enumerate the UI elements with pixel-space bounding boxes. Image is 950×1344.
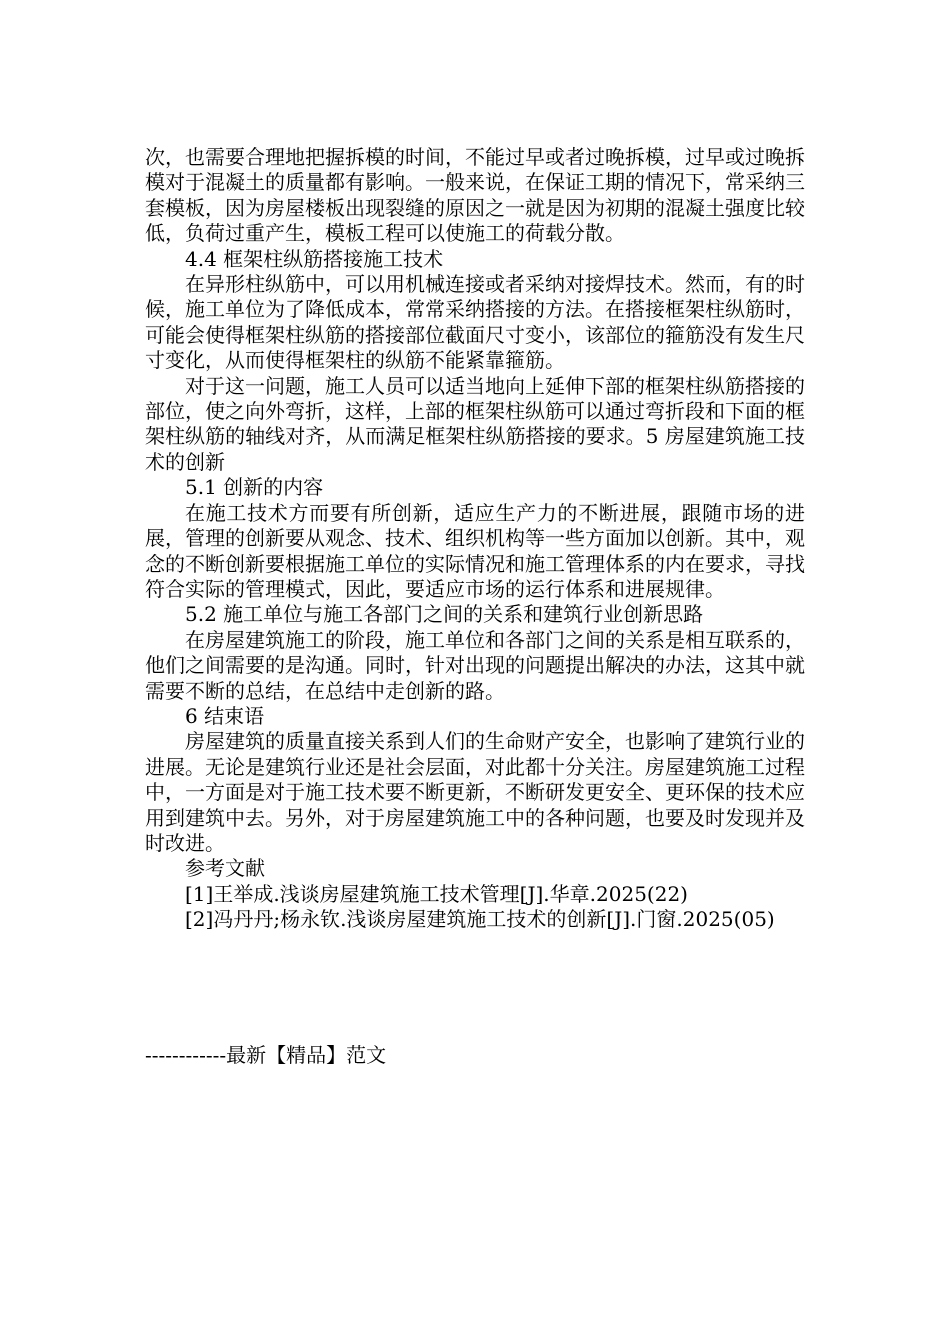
reference-item-2: [2]冯丹丹;杨永钦.浅谈房屋建筑施工技术的创新[J].门窗.2025(05) [185,907,775,932]
heading-6-conclusion: 6 结束语 [185,703,265,728]
paragraph-department-relations: 在房屋建筑施工的阶段，施工单位和各部门之间的关系是相互联系的，他们之间需要的是沟通。同时，针对出现的问题提出解决的办法，这其中就需要不断的总结，在总结中走创新的路。 [145,627,805,703]
paragraph-column-rebar-lap: 在异形柱纵筋中，可以用机械连接或者采纳对接焊技术。然而，有的时候，施工单位为了降低成本，常常采纳搭接的方法。在搭接框架柱纵筋时，可能会使得框架柱纵筋的搭接部位截面尺寸变小，该部位的箍筋没有发生尺寸变化，从而使得框架柱的纵筋不能紧靠箍筋。 [145,272,805,373]
heading-4-4: 4.4 框架柱纵筋搭接施工技术 [185,246,444,271]
paragraph-innovation-content: 在施工技术方而要有所创新，适应生产力的不断进展，跟随市场的进展，管理的创新要从观念、技术、组织机构等一些方面加以创新。其中，观念的不断创新要根据施工单位的实际情况和施工管理体系的内在要求，寻找符合实际的管理模式，因此，要适应市场的运行体系和进展规律。 [145,500,805,601]
heading-5-1: 5.1 创新的内容 [185,475,324,500]
paragraph-formwork-continuation: 次，也需要合理地把握拆模的时间，不能过早或者过晚拆模，过早或过晚拆模对于混凝土的质量都有影响。一般来说，在保证工期的情况下，常采纳三套模板，因为房屋楼板出现裂缝的原因之一就是因为初期的混凝土强度比较低，负荷过重产生，模板工程可以使施工的荷载分散。 [145,145,805,246]
paragraph-lap-solution: 对于这一问题，施工人员可以适当地向上延伸下部的框架柱纵筋搭接的部位，使之向外弯折，这样，上部的框架柱纵筋可以通过弯折段和下面的框架柱纵筋的轴线对齐，从而满足框架柱纵筋搭接的要求。5 房屋建筑施工技术的创新 [145,373,805,474]
page-footer: ------------最新【精品】范文 [145,1043,387,1067]
reference-item-1: [1]王举成.浅谈房屋建筑施工技术管理[J].华章.2025(22) [185,881,688,906]
document-body [145,145,805,933]
paragraph-conclusion: 房屋建筑的质量直接关系到人们的生命财产安全，也影响了建筑行业的进展。无论是建筑行业还是社会层面，对此都十分关注。房屋建筑施工过程中，一方面是对于施工技术要不断更新，不断研发更安全、更环保的技术应用到建筑中去。另外，对于房屋建筑施工中的各种问题，也要及时发现并及时改进。 [145,729,805,855]
heading-5-2: 5.2 施工单位与施工各部门之间的关系和建筑行业创新思路 [185,602,704,627]
heading-references: 参考文献 [185,856,265,881]
